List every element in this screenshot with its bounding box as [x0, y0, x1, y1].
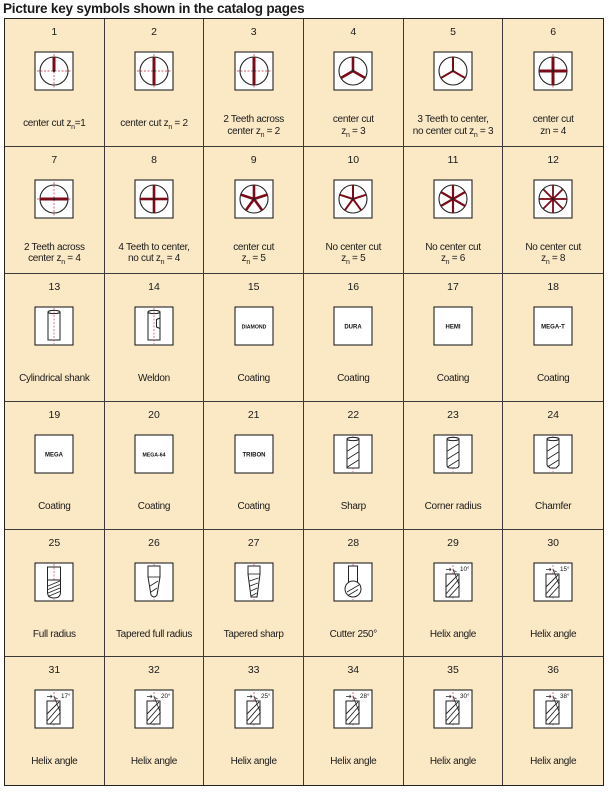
full-tip-icon — [34, 562, 74, 602]
caption-text: z — [341, 125, 346, 137]
symbol-cell-21 — [204, 402, 304, 530]
symbol-cell-19 — [5, 402, 105, 530]
symbol-number: 22 — [347, 408, 360, 421]
caption-text: Helix angle — [330, 756, 377, 768]
symbol-cell-36 — [503, 657, 603, 785]
cutting-face-icon — [433, 51, 473, 91]
caption-text: Sharp — [340, 500, 366, 512]
symbol-caption — [107, 629, 202, 641]
symbol-caption — [505, 501, 601, 513]
coating-icon — [433, 306, 473, 346]
caption-text: Chamfer — [535, 500, 572, 512]
caption-text: = 2 — [171, 118, 188, 129]
caption-line — [7, 242, 102, 254]
caption-text: z — [341, 253, 346, 265]
symbol-number: 28 — [347, 536, 360, 549]
symbol-caption — [406, 501, 501, 513]
symbol-caption — [7, 242, 102, 265]
symbol-caption — [306, 114, 401, 137]
symbol-cell-25 — [5, 530, 105, 658]
caption-text: z — [241, 253, 247, 265]
helix-angle-value: 30° — [459, 693, 470, 701]
chamfer-tip-icon — [533, 434, 573, 474]
helix-angle-value: 17° — [61, 693, 71, 701]
caption-text: Coating — [337, 373, 370, 385]
coating-label: MEGA-64 — [142, 452, 166, 459]
symbol-cell-24 — [503, 402, 603, 530]
symbol-cell-10 — [304, 147, 404, 275]
caption-line — [107, 756, 202, 768]
caption-text: Corner radius — [424, 500, 482, 512]
helix-angle-value: 10° — [459, 565, 470, 573]
symbol-cell-34 — [304, 657, 404, 785]
caption-line — [7, 373, 102, 385]
caption-text: center cut z — [120, 118, 169, 129]
symbol-caption — [505, 242, 601, 265]
caption-text: zn = 4 — [540, 125, 567, 137]
caption-line — [505, 629, 601, 641]
caption-text: = 5 — [249, 253, 266, 265]
caption-text: center z — [28, 253, 62, 265]
helix-angle-value: 28° — [360, 693, 370, 701]
symbol-number: 8 — [151, 153, 157, 166]
caption-text: 2 Teeth across — [24, 241, 85, 253]
caption-line — [406, 253, 501, 265]
caption-line — [505, 373, 601, 385]
symbol-cell-29 — [404, 530, 504, 658]
symbol-number: 20 — [148, 408, 160, 421]
helix-angle-icon — [234, 689, 274, 729]
caption-line — [505, 253, 601, 265]
symbol-cell-6 — [503, 19, 603, 147]
caption-text: Helix angle — [230, 756, 277, 768]
caption-text: = 4 — [164, 253, 180, 265]
cutting-face-icon — [533, 51, 573, 91]
cutting-face-icon — [234, 51, 274, 91]
symbol-number: 5 — [450, 26, 456, 38]
helix-angle-icon — [433, 562, 473, 602]
caption-line — [406, 501, 501, 513]
caption-text: Weldon — [138, 373, 170, 385]
caption-text: Coating — [137, 500, 171, 512]
caption-line — [107, 118, 202, 130]
symbol-number: 14 — [148, 281, 160, 294]
cutting-face-icon — [433, 179, 473, 219]
symbol-cell-7 — [5, 147, 105, 275]
symbol-cell-1 — [5, 19, 105, 147]
coating-icon — [134, 434, 174, 474]
symbol-caption — [107, 373, 202, 385]
symbol-number: 36 — [547, 664, 559, 677]
caption-text: 4 Teeth to center, — [118, 241, 190, 253]
helix-angle-icon — [34, 689, 74, 729]
symbol-number: 16 — [347, 281, 360, 294]
caption-text: center cut — [332, 114, 374, 125]
symbol-cell-22 — [304, 402, 404, 530]
symbol-cell-18 — [503, 274, 603, 402]
caption-line — [206, 501, 301, 513]
symbol-cell-9 — [204, 147, 304, 275]
symbol-cell-35 — [404, 657, 504, 785]
symbol-cell-12 — [503, 147, 603, 275]
caption-line — [206, 242, 301, 254]
symbol-caption — [406, 114, 501, 137]
caption-subscript: n — [345, 259, 350, 267]
coating-label: DURA — [344, 324, 362, 331]
symbol-caption — [505, 756, 601, 768]
caption-text: Helix angle — [530, 628, 577, 640]
coating-icon — [234, 434, 274, 474]
symbol-caption — [306, 242, 401, 265]
caption-line — [107, 373, 202, 385]
caption-line — [306, 253, 401, 265]
caption-line — [107, 501, 202, 513]
helix-angle-icon — [433, 689, 473, 729]
symbol-caption — [107, 118, 202, 130]
caption-line — [107, 242, 202, 254]
symbol-number: 2 — [151, 26, 157, 38]
caption-text: Helix angle — [130, 756, 178, 768]
symbol-caption — [306, 756, 401, 768]
caption-line — [206, 629, 301, 641]
symbol-caption — [7, 629, 102, 641]
symbol-cell-14 — [105, 274, 205, 402]
coating-icon — [333, 306, 373, 346]
caption-line — [406, 114, 501, 126]
symbol-number: 35 — [447, 664, 459, 677]
caption-line — [206, 253, 301, 265]
caption-text: z — [440, 253, 446, 265]
helix-angle-icon — [533, 562, 573, 602]
symbol-cell-2 — [105, 19, 205, 147]
caption-subscript: n — [246, 259, 250, 267]
caption-line — [406, 126, 501, 138]
caption-line — [306, 756, 401, 768]
cutting-face-icon — [134, 179, 174, 219]
helix-angle-icon — [134, 689, 174, 729]
symbol-number: 1 — [51, 26, 58, 38]
symbol-cell-11 — [404, 147, 504, 275]
symbol-cell-20 — [105, 402, 205, 530]
helix-angle-value: 20° — [160, 693, 171, 701]
caption-subscript: n — [445, 259, 450, 267]
symbol-caption — [7, 118, 102, 130]
symbol-caption — [107, 756, 202, 768]
symbol-number: 9 — [250, 153, 257, 166]
weldon-shank-icon — [134, 306, 174, 346]
caption-text: Coating — [237, 500, 270, 512]
caption-text: center cut z — [23, 118, 72, 129]
caption-line — [406, 242, 501, 254]
caption-subscript: n — [160, 259, 165, 267]
symbol-number: 25 — [48, 536, 61, 549]
caption-text: 3 Teeth to center, — [417, 114, 489, 125]
caption-line — [7, 118, 102, 130]
cutting-face-icon — [533, 179, 573, 219]
symbol-number: 29 — [447, 536, 459, 549]
caption-line — [7, 501, 102, 513]
caption-subscript: n — [545, 259, 550, 267]
symbol-number: 3 — [250, 26, 257, 38]
caption-line — [306, 373, 401, 385]
symbol-number: 24 — [547, 408, 559, 421]
symbol-number: 27 — [247, 536, 260, 549]
coating-label: TRIBON — [242, 452, 266, 459]
caption-text: Coating — [536, 373, 570, 385]
caption-text: Helix angle — [530, 756, 577, 768]
caption-subscript: n — [260, 131, 265, 139]
cutting-face-icon — [34, 179, 74, 219]
caption-line — [505, 501, 601, 513]
caption-text: Cylindrical shank — [19, 373, 90, 385]
caption-subscript: n — [61, 259, 65, 267]
caption-text: z — [541, 253, 546, 265]
symbol-caption — [206, 373, 301, 385]
caption-text: = 3 — [349, 125, 366, 137]
symbol-cell-27 — [204, 530, 304, 658]
symbol-cell-32 — [105, 657, 205, 785]
caption-text: Full radius — [32, 628, 76, 640]
cutting-face-icon — [234, 179, 274, 219]
caption-text: = 8 — [549, 253, 566, 265]
symbol-caption — [306, 373, 401, 385]
symbol-caption — [7, 501, 102, 513]
symbol-caption — [406, 242, 501, 265]
caption-line — [206, 373, 301, 385]
caption-line — [206, 126, 301, 138]
cylindrical-shank-icon — [34, 306, 74, 346]
coating-label: HEMI — [445, 324, 461, 331]
page-title: Picture key symbols shown in the catalog pages — [3, 1, 305, 16]
caption-text: 2 Teeth across — [223, 114, 284, 125]
caption-line — [406, 756, 501, 768]
helix-angle-value: 25° — [260, 693, 271, 701]
symbol-number: 21 — [247, 408, 260, 421]
caption-line — [306, 242, 401, 254]
symbol-number: 12 — [547, 153, 559, 166]
symbol-cell-8 — [105, 147, 205, 275]
symbol-caption — [406, 629, 501, 641]
caption-line — [107, 629, 202, 641]
caption-line — [7, 756, 102, 768]
caption-line — [406, 629, 501, 641]
symbol-number: 32 — [148, 664, 160, 677]
symbol-caption — [306, 501, 401, 513]
symbol-grid — [4, 18, 604, 786]
helix-angle-value: 38° — [560, 693, 570, 701]
symbol-caption — [7, 373, 102, 385]
caption-text: = 5 — [349, 253, 366, 265]
coating-label: MEGA — [45, 452, 64, 459]
symbol-caption — [206, 501, 301, 513]
symbol-number: 17 — [447, 281, 459, 294]
symbol-cell-30 — [503, 530, 603, 658]
helix-angle-icon — [533, 689, 573, 729]
coating-label: MEGA-T — [541, 324, 565, 331]
symbol-number: 33 — [247, 664, 260, 677]
caption-text: Cutter 250° — [329, 628, 378, 640]
caption-subscript: n — [71, 124, 75, 131]
symbol-caption — [505, 629, 601, 641]
caption-subscript: n — [168, 124, 172, 131]
symbol-cell-15 — [204, 274, 304, 402]
caption-subscript: n — [345, 131, 350, 139]
cutting-face-icon — [333, 51, 373, 91]
caption-text: Helix angle — [31, 756, 78, 768]
symbol-number: 30 — [547, 536, 559, 549]
caption-text: No center cut — [325, 241, 382, 253]
helix-angle-value: 15° — [560, 565, 570, 573]
caption-text: center cut — [233, 241, 275, 253]
caption-text: No center cut — [425, 241, 481, 253]
cutting-face-icon — [333, 179, 373, 219]
symbol-cell-28 — [304, 530, 404, 658]
symbol-caption — [505, 114, 601, 137]
symbol-cell-16 — [304, 274, 404, 402]
caption-line — [306, 114, 401, 126]
symbol-caption — [206, 756, 301, 768]
caption-line — [7, 629, 102, 641]
symbol-cell-5 — [404, 19, 504, 147]
symbol-cell-17 — [404, 274, 504, 402]
symbol-number: 15 — [247, 281, 260, 294]
caption-line — [505, 756, 601, 768]
caption-text: No center cut — [525, 241, 581, 253]
caption-subscript: n — [473, 131, 478, 139]
caption-text: Tapered full radius — [115, 628, 192, 640]
caption-line — [505, 114, 601, 126]
caption-text: Coating — [436, 373, 470, 385]
symbol-number: 34 — [347, 664, 360, 677]
symbol-number: 19 — [48, 408, 61, 421]
tapfull-tip-icon — [134, 562, 174, 602]
cutting-face-icon — [34, 51, 74, 91]
caption-text: Coating — [237, 373, 270, 385]
caption-line — [306, 629, 401, 641]
caption-text: Helix angle — [429, 628, 477, 640]
cutter-tip-icon — [333, 562, 373, 602]
symbol-caption — [306, 629, 401, 641]
coating-icon — [234, 306, 274, 346]
symbol-caption — [107, 501, 202, 513]
symbol-cell-26 — [105, 530, 205, 658]
symbol-caption — [206, 242, 301, 265]
coating-label: DIAMOND — [241, 324, 267, 331]
caption-line — [206, 114, 301, 126]
symbol-number: 4 — [350, 26, 357, 38]
cutting-face-icon — [134, 51, 174, 91]
symbol-caption — [206, 629, 301, 641]
symbol-caption — [406, 373, 501, 385]
caption-text: no center cut z — [412, 125, 474, 137]
symbol-number: 13 — [48, 281, 61, 294]
symbol-cell-31 — [5, 657, 105, 785]
caption-line — [406, 373, 501, 385]
caption-line — [306, 126, 401, 138]
coating-icon — [34, 434, 74, 474]
caption-text: Coating — [38, 500, 71, 512]
caption-line — [206, 756, 301, 768]
symbol-caption — [7, 756, 102, 768]
caption-text: center cut — [532, 114, 574, 125]
caption-text: = 6 — [449, 253, 466, 265]
radius-tip-icon — [433, 434, 473, 474]
symbol-cell-23 — [404, 402, 504, 530]
symbol-caption — [505, 373, 601, 385]
symbol-cell-3 — [204, 19, 304, 147]
symbol-number: 11 — [447, 153, 459, 166]
symbol-cell-33 — [204, 657, 304, 785]
symbol-cell-13 — [5, 274, 105, 402]
caption-line — [306, 501, 401, 513]
symbol-number: 7 — [51, 153, 58, 166]
caption-text: = 3 — [477, 125, 494, 137]
tapsharp-tip-icon — [234, 562, 274, 602]
symbol-caption — [406, 756, 501, 768]
caption-line — [107, 253, 202, 265]
caption-text: Tapered sharp — [223, 628, 284, 640]
caption-text: =1 — [74, 118, 86, 129]
symbol-caption — [107, 242, 202, 265]
symbol-number: 18 — [547, 281, 559, 294]
caption-text: center z — [227, 125, 261, 137]
symbol-number: 10 — [347, 153, 360, 166]
symbol-number: 6 — [550, 26, 557, 38]
caption-text: = 2 — [264, 125, 280, 137]
coating-icon — [533, 306, 573, 346]
caption-text: = 4 — [64, 253, 81, 265]
symbol-caption — [206, 114, 301, 137]
helix-angle-icon — [333, 689, 373, 729]
caption-line — [7, 253, 102, 265]
caption-text: Helix angle — [429, 756, 477, 768]
symbol-number: 31 — [48, 664, 61, 677]
caption-text: no cut z — [128, 253, 161, 265]
caption-line — [505, 242, 601, 254]
sharp-tip-icon — [333, 434, 373, 474]
caption-line — [505, 126, 601, 138]
symbol-cell-4 — [304, 19, 404, 147]
symbol-number: 26 — [148, 536, 160, 549]
symbol-number: 23 — [447, 408, 459, 421]
